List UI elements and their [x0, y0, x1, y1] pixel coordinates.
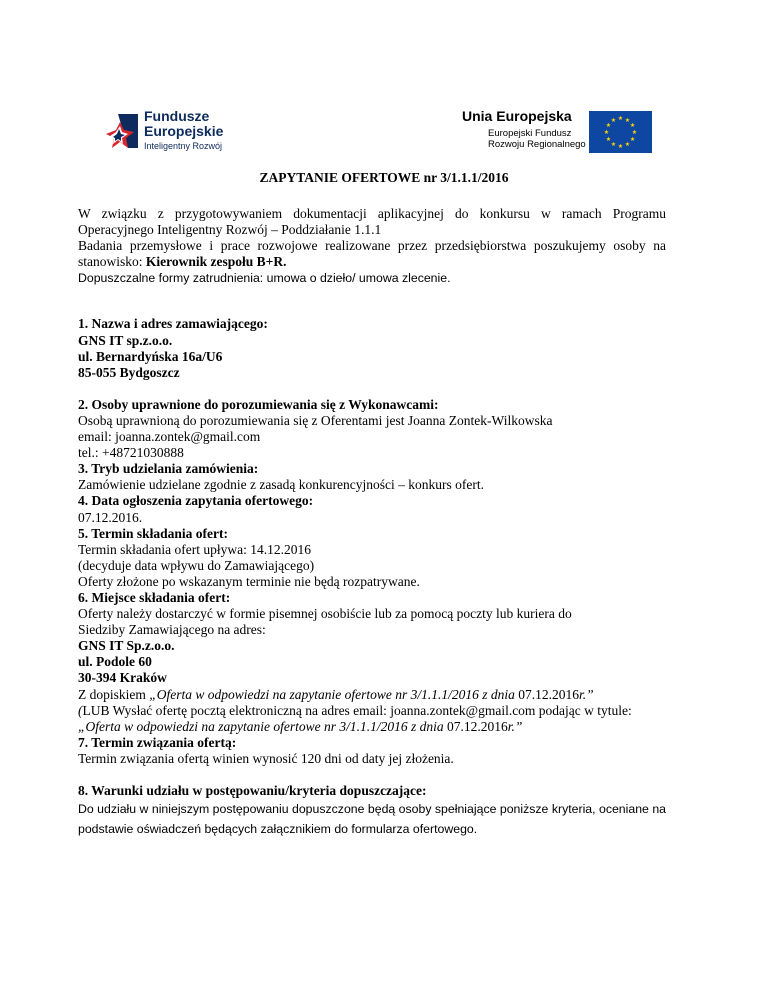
deadline: Termin składania ofert upływa: 14.12.2016 — [78, 541, 312, 557]
company-name: GNS IT sp.z.o.o. — [78, 332, 173, 348]
procedure-mode: Zamówienie udzielane zgodnie z zasadą konkurencyjności – konkurs ofert. — [78, 477, 484, 493]
svg-text:★: ★ — [605, 122, 612, 129]
svg-text:★: ★ — [631, 129, 638, 136]
svg-text:★: ★ — [617, 143, 624, 150]
job-title: Kierownik zespołu B+R. — [145, 254, 287, 270]
svg-text:★: ★ — [629, 136, 636, 143]
email-title-line — [78, 719, 666, 735]
deadline-note: (decyduje data wpływu do Zamawiającego) — [78, 557, 315, 573]
email-title-date: 07.12.2016 — [447, 718, 508, 734]
fe-line1: Fundusze — [144, 108, 210, 124]
section-1-heading: 1. Nazwa i adres zamawiającego: — [78, 316, 268, 332]
eu-flag-icon — [589, 111, 652, 153]
annotation-date: 07.12.2016 — [518, 686, 580, 702]
annotation-end: r.” — [579, 686, 594, 702]
svg-text:★: ★ — [605, 136, 612, 143]
employment-forms: Dopuszczalne formy zatrudnienia: umowa o dzieło/ umowa zlecenie. — [78, 271, 451, 286]
delivery-city: 30-394 Kraków — [78, 670, 167, 686]
annotation-prefix: Z dopiskiem — [78, 686, 150, 702]
section-4-heading: 4. Data ogłoszenia zapytania ofertowego: — [78, 493, 314, 509]
email-option-paren: ( — [78, 702, 83, 718]
svg-text:★: ★ — [629, 122, 636, 129]
email-option-text: LUB Wysłać ofertę pocztą elektroniczną na adres email: joanna.zontek@gmail.com podając w tytule: — [82, 702, 632, 718]
ue-sub2: Rozwoju Regionalnego — [488, 139, 586, 150]
section-5-heading: 5. Termin składania ofert: — [78, 525, 229, 541]
contact-phone: tel.: +48721030888 — [78, 445, 184, 461]
section-6-heading: 6. Miejsce składania ofert: — [78, 589, 231, 605]
document-body — [78, 206, 666, 839]
contact-email: email: joanna.zontek@gmail.com — [78, 429, 261, 445]
annotation-line — [78, 687, 666, 703]
email-title-italic: „Oferta w odpowiedzi na zapytanie ofertowe nr 3/1.1.1/2016 z dnia — [78, 718, 448, 734]
svg-text:★: ★ — [624, 116, 631, 124]
section-2-heading: 2. Osoby uprawnione do porozumiewania się z Wykonawcami: — [78, 396, 439, 412]
email-title-end: r.” — [507, 718, 523, 734]
company-city: 85-055 Bydgoszcz — [78, 364, 180, 380]
ue-sub1: Europejski Fundusz — [488, 128, 572, 139]
unia-europejska-logo — [462, 108, 652, 152]
announcement-date: 07.12.2016. — [78, 509, 143, 525]
contact-person: Osobą uprawnioną do porozumiewania się z Oferentami jest Joanna Zontek-Wilkowska — [78, 412, 553, 428]
section-3-heading: 3. Tryb udzielania zamówienia: — [78, 461, 259, 477]
delivery-instructions-2: Siedziby Zamawiającego na adres: — [78, 622, 266, 638]
annotation-italic: „Oferta w odpowiedzi na zapytanie ofertowe nr 3/1.1.1/2016 z dnia — [149, 686, 519, 702]
section-7-heading: 7. Termin związania ofertą: — [78, 734, 237, 750]
intro-paragraph-1: W związku z przygotowywaniem dokumentacji aplikacyjnej do konkursu w ramach Programu Operacyjnego Inteligentny Rozwój – Poddziałanie 1.1.1 — [78, 206, 666, 238]
svg-text:★: ★ — [610, 116, 617, 124]
binding-period: Termin związania ofertą winien wynosić 120 dni od daty jej złożenia. — [78, 750, 454, 766]
intro-p2-text: Badania przemysłowe i prace rozwojowe realizowane przez przedsiębiorstwa poszukujemy osoby na stanowisko: — [78, 238, 666, 270]
late-offers-note: Oferty złożone po wskazanym terminie nie będą rozpatrywane. — [78, 573, 420, 589]
fe-star-icon — [104, 108, 140, 152]
svg-text:★: ★ — [624, 141, 631, 149]
fundusze-europejskie-logo — [104, 108, 254, 152]
ue-title: Unia Europejska — [462, 108, 572, 124]
svg-text:★: ★ — [603, 129, 610, 136]
intro-paragraph-2 — [78, 238, 666, 270]
delivery-instructions-1: Oferty należy dostarczyć w formie pisemnej osobiście lub za pomocą poczty lub kuriera do — [78, 606, 572, 622]
section-8-heading: 8. Warunki udziału w postępowaniu/kryteria dopuszczające: — [78, 783, 427, 798]
svg-text:★: ★ — [617, 115, 624, 122]
svg-text:★: ★ — [610, 141, 617, 149]
email-option-line — [78, 703, 666, 719]
document-title: ZAPYTANIE OFERTOWE nr 3/1.1.1/2016 — [259, 170, 509, 185]
fe-line2: Europejskie — [144, 123, 224, 139]
company-street: ul. Bernardyńska 16a/U6 — [78, 348, 223, 364]
eligibility-criteria: Do udziału w niniejszym postępowaniu dopuszczone będą osoby spełniające poniższe kryteria, oceniane na podstawie oświadczeń będących załącznikiem do formularza ofertowego. — [78, 802, 666, 837]
delivery-street: ul. Podole 60 — [78, 654, 152, 670]
fe-subtitle: Inteligentny Rozwój — [144, 141, 223, 151]
delivery-company: GNS IT Sp.z.o.o. — [78, 638, 175, 654]
